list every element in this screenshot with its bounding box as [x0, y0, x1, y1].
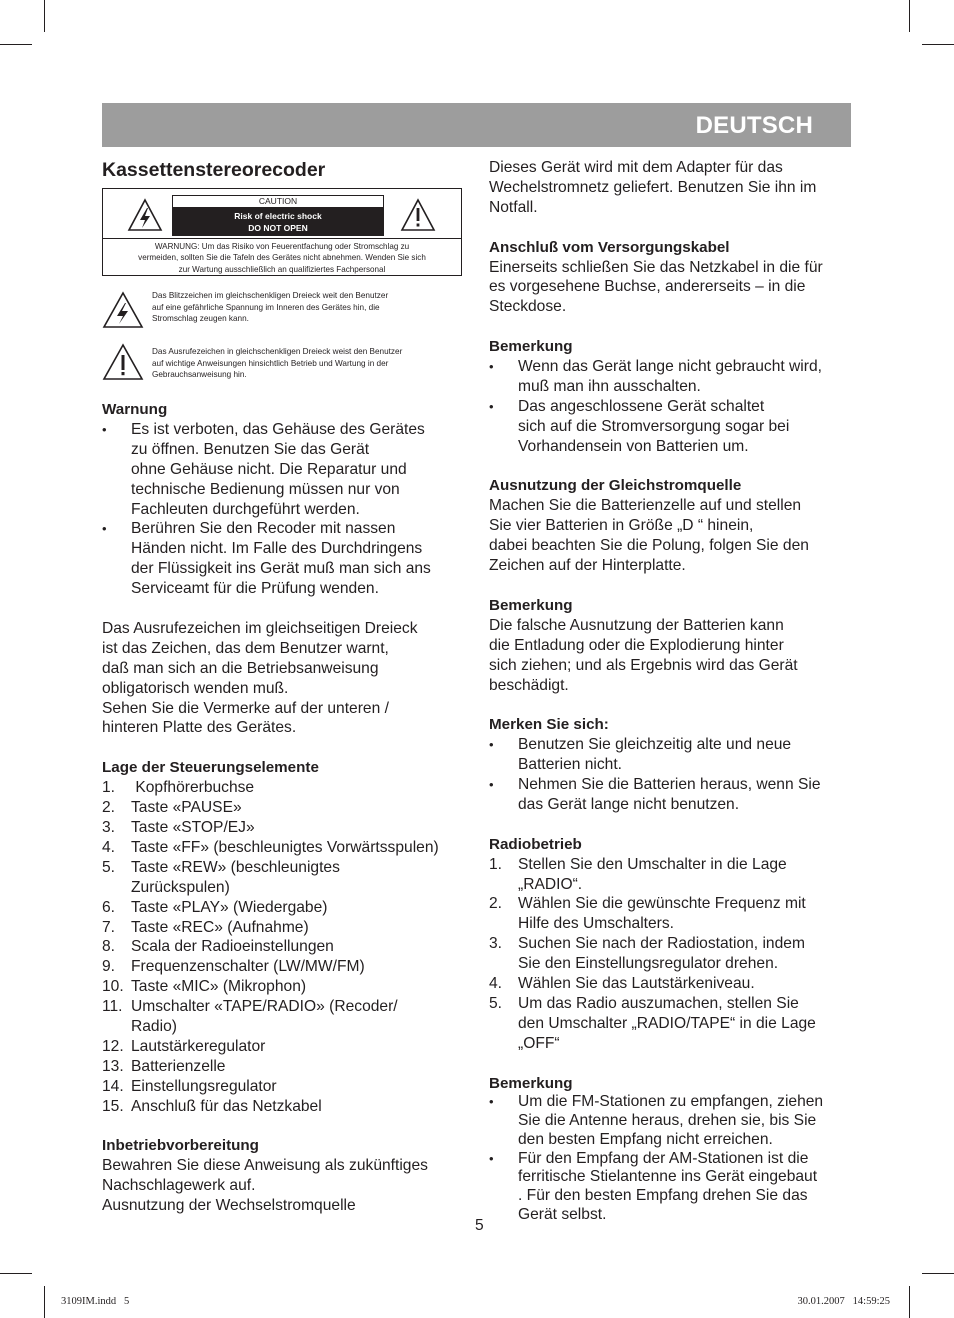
radiobetrieb-list: [489, 855, 854, 1054]
line: Die falsche Ausnutzung der Batterien kann: [489, 616, 784, 634]
line: Nachschlagewerk auf.: [102, 1177, 256, 1195]
caution-warning-line: vermeiden, sollten Sie die Tafeln des Gerätes nicht abnehmen. Wenden Sie sich: [138, 253, 426, 263]
line: Batterienzelle: [131, 1057, 226, 1075]
line: Sehen Sie die Vermerke auf der unteren /: [102, 699, 389, 717]
list-item: • Für den Empfang der AM-Stationen ist die ferritische Stielantenne ins Gerät eingebaut . Für den besten Empfang drehen Sie das Gerät selbst.: [489, 1150, 854, 1225]
item-number: 4.: [102, 838, 116, 856]
list-item: [489, 934, 854, 974]
line: Bewahren Sie diese Anweisung als zukünftiges: [102, 1157, 428, 1175]
line: Ausnutzung der Wechselstromquelle: [102, 1197, 356, 1215]
line: Für den Empfang der AM-Stationen ist die: [518, 1149, 809, 1167]
line: Benutzen Sie gleichzeitig alte und neue: [518, 736, 792, 754]
list-item: • Wenn das Gerät lange nicht gebraucht wird, muß man ihn ausschalten.: [489, 357, 854, 397]
crop-mark: [0, 44, 32, 45]
item-number: 4.: [489, 975, 503, 993]
line: ohne Gehäuse nicht. Die Reparatur und: [131, 460, 407, 478]
exclamation-explanation-text: [152, 346, 452, 381]
item-number: 3.: [102, 819, 116, 836]
page-number: 5: [475, 1217, 484, 1234]
line: Das angeschlossene Gerät schaltet: [518, 397, 765, 415]
line: Notfall.: [489, 198, 538, 216]
item-number: 11.: [102, 998, 123, 1016]
language-title: DEUTSCH: [695, 112, 813, 139]
list-item: [489, 855, 854, 895]
list-item: [102, 918, 472, 938]
list-item: [489, 894, 854, 934]
line: daß man sich an die Betriebsanweisung: [102, 659, 379, 677]
list-item: [102, 977, 472, 997]
item-number: 14.: [102, 1077, 124, 1095]
list-item: • Berühren Sie den Recoder mit nassen Händen nicht. Im Falle des Durchdringens der Flüssigkeit ins Gerät muß man sich ans Serviceamt für die Prüfung wenden.: [102, 519, 472, 599]
line: Taste «FF» (beschleunigtes Vorwärtsspulen): [131, 838, 439, 856]
line: Wählen Sie die gewünschte Frequenz mit: [518, 895, 806, 913]
line: Einerseits schließen Sie das Netzkabel in die für: [489, 258, 823, 276]
list-item: [102, 997, 472, 1037]
item-number: 2.: [489, 895, 503, 913]
list-item: [102, 818, 472, 838]
list-item: • Um die FM-Stationen zu empfangen, ziehen Sie die Antenne heraus, drehen sie, bis Sie den besten Empfang nicht erreichen.: [489, 1093, 854, 1149]
lage-heading: Lage der Steuerungselemente: [102, 759, 319, 777]
line: Taste «STOP/EJ»: [131, 819, 255, 836]
item-number: 3.: [489, 935, 503, 953]
line: ferritische Stielantenne ins Gerät eingebaut: [518, 1168, 818, 1186]
list-item: [102, 858, 472, 898]
line: Taste «REC» (Aufnahme): [131, 918, 309, 936]
list-item: [102, 1037, 472, 1057]
line: Taste «PAUSE»: [131, 799, 242, 817]
crop-mark: [922, 44, 954, 45]
list-item: [102, 898, 472, 918]
list-item: [102, 1057, 472, 1077]
bemerkung-paragraph: [489, 616, 854, 696]
line: Batterien nicht.: [518, 756, 623, 774]
lightning-triangle-icon: [102, 291, 144, 329]
line: . Für den besten Empfang drehen Sie das: [518, 1187, 808, 1204]
explanation-line: Das Blitzzeichen im gleichschenkligen Dreieck weit den Benutzer: [152, 291, 389, 300]
bemerkung-list: [489, 357, 854, 457]
line: Einstellungsregulator: [131, 1077, 277, 1095]
line: es vorgesehene Buchse, andererseits – in die: [489, 278, 806, 296]
explanation-line: Stromschlag zeugen kann.: [152, 314, 249, 323]
line: Suchen Sie nach der Radiostation, indem: [518, 935, 805, 953]
exclamation-symbol-explanation: [102, 342, 472, 394]
line: Frequenzenschalter (LW/MW/FM): [131, 958, 365, 976]
line: Vorhandensein von Batterien um.: [518, 437, 749, 455]
line: Sie die Antenne heraus, drehen sie, bis Sie: [518, 1112, 817, 1130]
caution-box: [102, 188, 462, 276]
line: beschädigt.: [489, 676, 569, 694]
exclamation-warning-icon: [400, 198, 436, 232]
line: obligatorisch wenden muß.: [102, 679, 289, 697]
warnung-list: [102, 420, 472, 599]
merken-heading: Merken Sie sich:: [489, 716, 609, 734]
item-number: 5.: [489, 994, 503, 1012]
item-number: 6.: [102, 898, 116, 916]
risk-text: Risk of electric shock: [234, 211, 322, 221]
inbetrieb-paragraph: [102, 1156, 472, 1216]
line: „RADIO“.: [518, 875, 583, 893]
item-number: 5.: [102, 858, 116, 876]
item-number: 15.: [102, 1097, 124, 1115]
list-item: [489, 994, 854, 1054]
crop-mark: [909, 0, 910, 32]
item-number: 7.: [102, 918, 116, 936]
inbetrieb-heading: Inbetriebvorbereitung: [102, 1137, 259, 1155]
item-number: 13.: [102, 1057, 124, 1075]
item-number: 9.: [102, 958, 116, 976]
risk-label: [172, 208, 384, 236]
caution-warning-line: zur Wartung ausschließlich an qualifiziertes Fachpersonal: [178, 264, 386, 274]
lightning-warning-icon: [127, 198, 163, 232]
crop-mark: [0, 1273, 32, 1274]
line: Nehmen Sie die Batterien heraus, wenn Sie: [518, 776, 821, 794]
line: den Umschalter „RADIO/TAPE“ in die Lage: [518, 1014, 816, 1032]
line: Lautstärkeregulator: [131, 1037, 266, 1055]
lage-list: [102, 778, 472, 1116]
footer-timestamp: 30.01.2007 14:59:25: [797, 1296, 890, 1307]
line: Sie den Einstellungsregulator drehen.: [518, 955, 779, 973]
line: Es ist verboten, das Gehäuse des Gerätes: [131, 420, 425, 438]
line: Radio): [131, 1018, 177, 1036]
gleichstrom-paragraph: [489, 496, 854, 576]
anschluss-heading: Anschluß vom Versorgungskabel: [489, 238, 730, 256]
list-item: [102, 1077, 472, 1097]
gleichstrom-heading: Ausnutzung der Gleichstromquelle: [489, 477, 742, 495]
item-number: 12.: [102, 1037, 124, 1055]
line: sich auf die Stromversorgung sogar bei: [518, 417, 790, 435]
list-item: • Benutzen Sie gleichzeitig alte und neue Batterien nicht.: [489, 735, 854, 775]
line: das Gerät lange nicht benutzen.: [518, 795, 740, 813]
item-number: 2.: [102, 799, 116, 817]
line: hinteren Platte des Gerätes.: [102, 719, 297, 737]
anschluss-paragraph: [489, 258, 854, 318]
line: Berühren Sie den Recoder mit nassen: [131, 520, 396, 538]
line: sich ziehen; und als Ergebnis wird das Gerät: [489, 656, 798, 674]
line: Machen Sie die Batterienzelle auf und stellen: [489, 497, 802, 515]
explanation-line: auf eine gefährliche Spannung im Inneren des Gerätes hin, die: [152, 302, 380, 312]
line: Fachleuten durchgeführt werden.: [131, 500, 360, 518]
line: der Flüssigkeit ins Gerät muß man sich ans: [131, 560, 431, 578]
list-item: [102, 957, 472, 977]
language-header: [102, 103, 851, 147]
line: Taste «REW» (beschleunigtes: [131, 858, 340, 876]
bemerkung-heading: Bemerkung: [489, 596, 573, 614]
line: Steckdose.: [489, 298, 567, 316]
line: Sie vier Batterien in Größe „D “ hinein,: [489, 517, 754, 535]
line: Um die FM-Stationen zu empfangen, ziehen: [518, 1093, 824, 1111]
crop-mark: [909, 1286, 910, 1318]
bolt-explanation-text: [152, 290, 452, 325]
line: Wählen Sie das Lautstärkeniveau.: [518, 975, 755, 993]
line: technische Bedienung müssen nur von: [131, 480, 400, 498]
line: Das Ausrufezeichen im gleichseitigen Dreieck: [102, 619, 418, 637]
list-item: [102, 937, 472, 957]
item-number: 8.: [102, 938, 116, 956]
line: den besten Empfang nicht erreichen.: [518, 1130, 773, 1148]
line: Stellen Sie den Umschalter in die Lage: [518, 855, 787, 873]
ausrufe-paragraph: [102, 619, 472, 738]
item-number: 1.: [102, 779, 116, 797]
crop-mark: [44, 0, 45, 32]
line: Anschluß für das Netzkabel: [131, 1097, 322, 1115]
bolt-symbol-explanation: [102, 290, 472, 340]
bemerkung-heading: Bemerkung: [489, 338, 573, 356]
line: Um das Radio auszumachen, stellen Sie: [518, 994, 799, 1012]
right-column: [489, 158, 854, 1224]
explanation-line: Gebrauchsanweisung hin.: [152, 370, 247, 379]
merken-list: [489, 735, 854, 815]
line: „OFF“: [518, 1034, 560, 1052]
bemerkung-list: [489, 1093, 854, 1224]
line: Hilfe des Umschalters.: [518, 915, 674, 933]
crop-mark: [922, 1273, 954, 1274]
caution-label: CAUTION: [172, 195, 384, 208]
line: Umschalter «TAPE/RADIO» (Recoder/: [131, 998, 398, 1016]
line: muß man ihn ausschalten.: [518, 377, 701, 395]
line: Wechelstromnetz geliefert. Benutzen Sie ihn im: [489, 178, 817, 196]
exclamation-triangle-icon: [102, 343, 144, 381]
left-column: [102, 158, 472, 1216]
line: Dieses Gerät wird mit dem Adapter für das: [489, 159, 783, 176]
line: Taste «PLAY» (Wiedergabe): [131, 898, 328, 916]
line: Serviceamt für die Prüfung wenden.: [131, 580, 379, 598]
item-number: 10.: [102, 978, 124, 996]
line: Zurückspulen): [131, 878, 230, 896]
line: ist das Zeichen, das dem Benutzer warnt,: [102, 639, 389, 657]
list-item: • Es ist verboten, das Gehäuse des Gerätes zu öffnen. Benutzen Sie das Gerät ohne Gehäuse nicht. Die Reparatur und technische Bedienung müssen nur von Fachleuten durchgeführt werden.: [102, 420, 472, 520]
list-item: • Das angeschlossene Gerät schaltet sich auf die Stromversorgung sogar bei Vorhandensein von Batterien um.: [489, 397, 854, 457]
list-item: [102, 1097, 472, 1117]
line: Gerät selbst.: [518, 1205, 607, 1223]
list-item: [102, 798, 472, 818]
list-item: [102, 838, 472, 858]
line: Scala der Radioeinstellungen: [131, 938, 334, 956]
footer-file: 3109IM.indd 5: [61, 1296, 130, 1307]
line: Kopfhörerbuchse: [131, 779, 255, 797]
list-item: [489, 974, 854, 994]
line: dabei beachten Sie die Polung, folgen Sie den: [489, 537, 809, 555]
intro-paragraph: [489, 158, 854, 218]
bemerkung-heading: Bemerkung: [489, 1074, 573, 1092]
line: zu öffnen. Benutzen Sie das Gerät: [131, 440, 370, 458]
crop-mark: [44, 1286, 45, 1318]
list-item: [102, 778, 472, 798]
line: Zeichen auf der Hinterplatte.: [489, 557, 686, 575]
line: Taste «MIC» (Mikrophon): [131, 978, 307, 996]
page-title: Kassettenstereorecoder: [102, 159, 326, 181]
do-not-open-text: DO NOT OPEN: [248, 223, 308, 233]
warnung-heading: Warnung: [102, 401, 168, 418]
caution-warning-line: WARNUNG: Um das Risiko von Feuerentfachung oder Stromschlag zu: [154, 242, 410, 251]
line: die Entladung oder die Explodierung hinter: [489, 636, 784, 654]
explanation-line: Das Ausrufezeichen in gleichschenkligen Dreieck weist den Benutzer: [152, 347, 403, 356]
line: Händen nicht. Im Falle des Durchdringens: [131, 540, 423, 558]
radiobetrieb-heading: Radiobetrieb: [489, 835, 582, 853]
caution-warning-text: [103, 238, 461, 275]
line: Wenn das Gerät lange nicht gebraucht wird,: [518, 358, 822, 376]
list-item: • Nehmen Sie die Batterien heraus, wenn Sie das Gerät lange nicht benutzen.: [489, 775, 854, 815]
item-number: 1.: [489, 855, 503, 873]
explanation-line: auf wichtige Anweisungen hinsichtlich Betrieb und Wartung in der: [152, 358, 389, 368]
